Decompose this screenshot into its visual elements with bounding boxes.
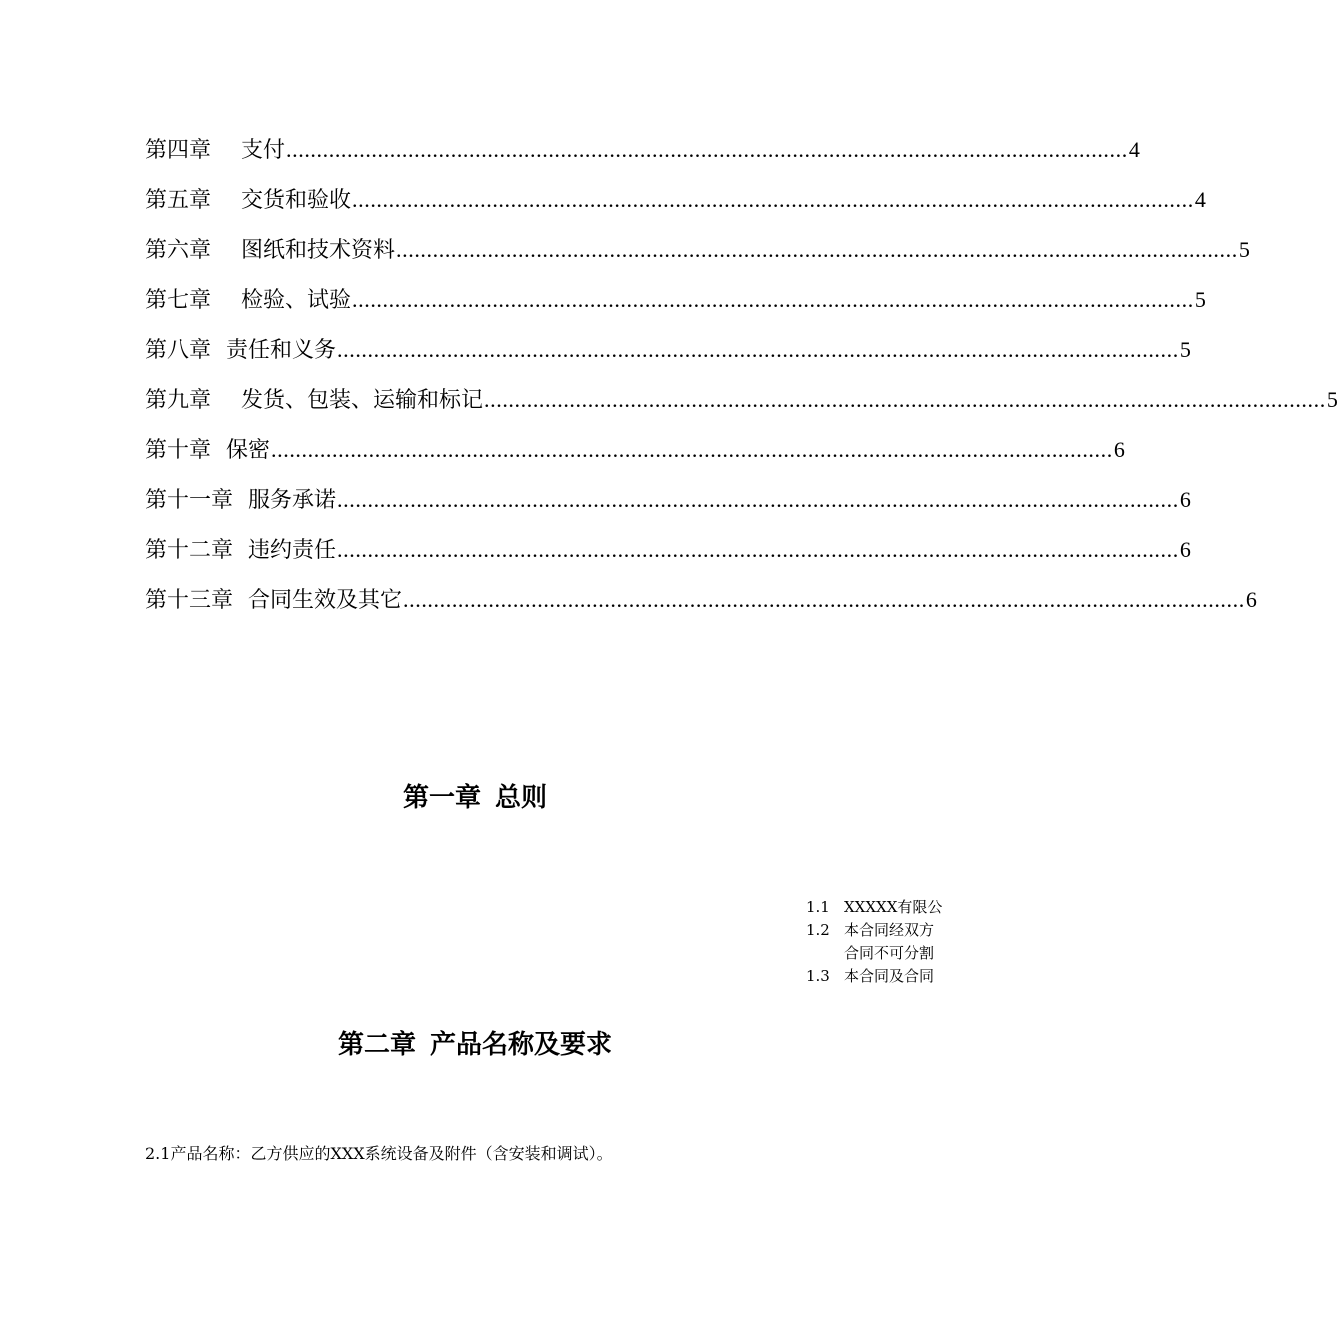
toc-chapter-title: 服务承诺: [248, 488, 337, 513]
table-of-contents: [145, 128, 1338, 628]
product-name-paragraph: 2.1产品名称：乙方供应的XXX系统设备及附件（含安装和调试）。: [145, 1144, 613, 1163]
toc-entry[interactable]: [145, 428, 1125, 478]
toc-chapter-title: 责任和义务: [226, 338, 337, 363]
toc-page-number: 5: [1179, 337, 1191, 362]
toc-page-number: 6: [1245, 587, 1257, 612]
clause-text: XXXXX有限公: [844, 898, 943, 916]
toc-chapter-number: 第十二章: [145, 538, 234, 563]
toc-entry[interactable]: [145, 578, 1257, 628]
toc-chapter-title: 交货和验收: [241, 188, 352, 213]
toc-dot-leader: ..........................................................................................................................................: [484, 387, 1326, 412]
clause-item: [806, 919, 1006, 942]
toc-chapter-title: 违约责任: [248, 538, 337, 563]
toc-dot-leader: ..........................................................................................................................................: [286, 137, 1128, 162]
toc-entry[interactable]: [145, 478, 1191, 528]
toc-entry[interactable]: [145, 378, 1338, 428]
chapter-2-number: 第二章: [337, 1030, 416, 1060]
toc-entry[interactable]: [145, 228, 1250, 278]
toc-entry[interactable]: [145, 278, 1206, 328]
toc-page-number: 5: [1326, 387, 1338, 412]
clause-number: 1.2: [806, 921, 830, 939]
toc-dot-leader: ..........................................................................................................................................: [337, 337, 1179, 362]
toc-page-number: 4: [1194, 187, 1206, 212]
toc-chapter-number: 第四章: [145, 138, 212, 163]
chapter-2-heading: [0, 1027, 950, 1063]
toc-chapter-number: 第九章: [145, 388, 212, 413]
clause-continuation: 合同不可分割: [844, 944, 935, 962]
toc-dot-leader: ..........................................................................................................................................: [352, 187, 1194, 212]
toc-chapter-title: 检验、试验: [241, 288, 352, 313]
chapter-2-title: 产品名称及要求: [430, 1030, 613, 1060]
toc-chapter-title: 合同生效及其它: [248, 588, 403, 613]
toc-chapter-title: 发货、包装、运输和标记: [241, 388, 484, 413]
toc-dot-leader: ..........................................................................................................................................: [337, 487, 1179, 512]
toc-entry[interactable]: [145, 178, 1206, 228]
toc-dot-leader: ..........................................................................................................................................: [396, 237, 1238, 262]
clause-item: [806, 896, 1006, 919]
toc-dot-leader: ..........................................................................................................................................: [352, 287, 1194, 312]
chapter-1-heading: [0, 780, 950, 816]
toc-page-number: 6: [1179, 487, 1191, 512]
chapter-1-title: 总则: [495, 783, 548, 813]
toc-page-number: 6: [1179, 537, 1191, 562]
chapter-1-number: 第一章: [402, 783, 481, 813]
toc-entry[interactable]: [145, 328, 1191, 378]
toc-dot-leader: ..........................................................................................................................................: [337, 537, 1179, 562]
toc-chapter-number: 第十一章: [145, 488, 234, 513]
clause-number: 1.3: [806, 967, 830, 985]
toc-chapter-number: 第七章: [145, 288, 212, 313]
toc-dot-leader: ..........................................................................................................................................: [403, 587, 1245, 612]
toc-page-number: 5: [1194, 287, 1206, 312]
toc-chapter-number: 第五章: [145, 188, 212, 213]
toc-page-number: 5: [1238, 237, 1250, 262]
toc-entry[interactable]: [145, 528, 1191, 578]
toc-chapter-title: 支付: [241, 138, 286, 163]
clause-text: 本合同经双方: [844, 921, 935, 939]
toc-chapter-number: 第十章: [145, 438, 212, 463]
toc-chapter-number: 第十三章: [145, 588, 234, 613]
chapter-1-clauses: [806, 896, 1006, 988]
clause-item: [806, 965, 1006, 988]
toc-chapter-number: 第八章: [145, 338, 212, 363]
toc-chapter-number: 第六章: [145, 238, 212, 263]
clause-number: 1.1: [806, 898, 830, 916]
toc-page-number: 6: [1113, 437, 1125, 462]
clause-text: 本合同及合同: [844, 967, 935, 985]
toc-page-number: 4: [1128, 137, 1140, 162]
toc-chapter-title: 图纸和技术资料: [241, 238, 396, 263]
toc-dot-leader: ..........................................................................................................................................: [271, 437, 1113, 462]
toc-entry[interactable]: [145, 128, 1140, 178]
toc-chapter-title: 保密: [226, 438, 271, 463]
